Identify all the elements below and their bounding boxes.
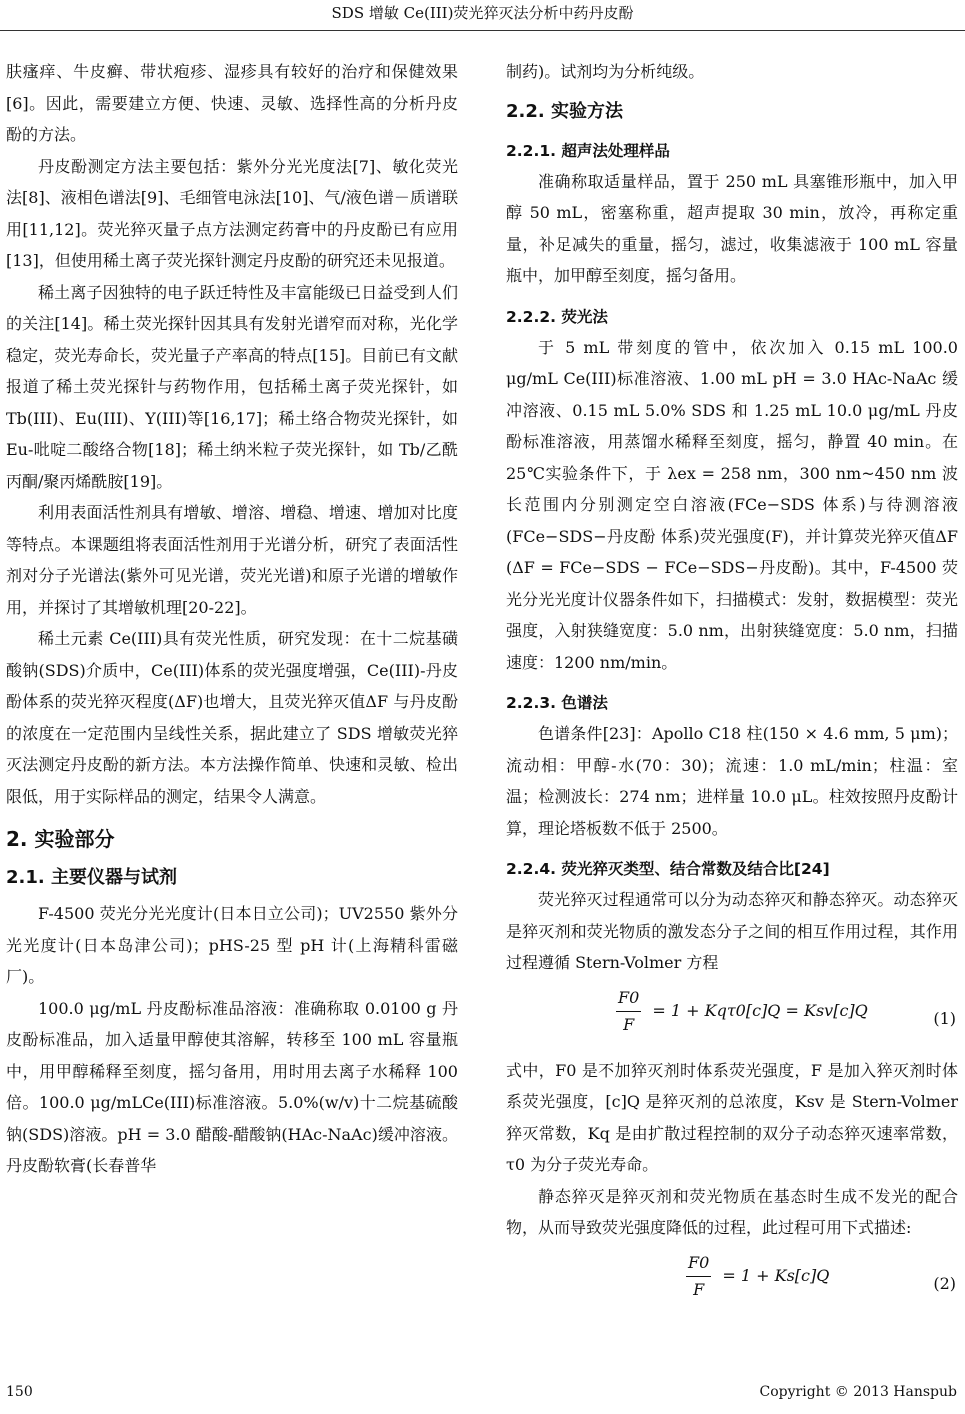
paragraph: 肤瘙痒、牛皮癣、带状疱疹、湿疹具有较好的治疗和保健效果[6]。因此，需要建立方便、快速、灵敏、选择性高的分析丹皮酚的方法。 (6, 62, 458, 144)
equation-number: (1) (933, 1008, 956, 1028)
header-title: SDS 增敏 Ce(III)荧光猝灭法分析中药丹皮酚 (331, 4, 634, 22)
paragraph: 准确称取适量样品，置于 250 mL 具塞锥形瓶中，加入甲醇 50 mL，密塞称重，超声提取 30 min，放冷，再称定重量，补足减失的重量，摇匀，滤过，收集滤液于 100 mL 容量瓶中，加甲醇至刻度，摇匀备用。 (506, 171, 958, 285)
paragraph: 100.0 μg/mL 丹皮酚标准品溶液：准确称取 0.0100 g 丹皮酚标准品，加入适量甲醇使其溶解，转移至 100 mL 容量瓶中，用甲醇稀释至刻度，摇匀备用，用时用去离子水稀释 100 倍。100.0 μg/mLCe(III)标准溶液。5.0%(w/v)十二烷基硫酸钠(SDS)溶液。pH = 3.0 醋酸-醋酸钠(HAc-NaAc)缓冲溶液。丹皮酚软膏(长春普华 (6, 998, 458, 1175)
section-heading: 2. 实验部分 (6, 827, 115, 851)
subsection-heading: 2.2. 实验方法 (506, 100, 623, 122)
running-header (0, 0, 965, 31)
subsubsection-heading: 2.2.1. 超声法处理样品 (506, 141, 670, 160)
page-number: 150 (6, 1384, 33, 1400)
paragraph: 制药)。试剂均为分析纯级。 (506, 62, 705, 81)
equation-1 (506, 981, 958, 1053)
equation-rhs: = 1 + Ks[c]Q (722, 1266, 830, 1286)
subsubsection-heading: 2.2.3. 色谱法 (506, 694, 608, 712)
right-column (506, 56, 958, 1320)
paragraph: 荧光猝灭过程通常可以分为动态猝灭和静态猝灭。动态猝灭是猝灭剂和荧光物质的激发态分子之间的相互作用过程，其作用过程遵循 Stern-Volmer 方程 (506, 890, 958, 972)
paragraph: 静态猝灭是猝灭剂和荧光物质在基态时生成不发光的配合物，从而导致荧光强度降低的过程，此过程可用下式描述: (506, 1186, 958, 1237)
paragraph: 稀土元素 Ce(III)具有荧光性质，研究发现：在十二烷基磺酸钠(SDS)介质中，Ce(III)体系的荧光强度增强，Ce(III)-丹皮酚体系的荧光猝灭程度(ΔF)也增大，且荧光猝灭值ΔF 与丹皮酚的浓度在一定范围内呈线性关系，据此建立了 SDS 增敏荧光猝灭法测定丹皮酚的新方法。本方法操作简单、快速和灵敏、检出限低，用于实际样品的测定，结果令人满意。 (6, 629, 458, 806)
left-column (6, 56, 458, 1182)
subsection-heading: 2.1. 主要仪器与试剂 (6, 867, 177, 888)
equation-fraction: $\frac{F0}{F}$ (686, 1250, 711, 1303)
paragraph: 丹皮酚测定方法主要包括：紫外分光光度法[7]、敏化荧光法[8]、液相色谱法[9]、毛细管电泳法[10]、气/液色谱－质谱联用[11,12]。荧光猝灭量子点方法测定药膏中的丹皮酚已有应用[13]，但使用稀土离子荧光探针测定丹皮酚的研究还未见报道。 (6, 156, 458, 270)
paragraph: F-4500 荧光分光光度计(日本日立公司)；UV2550 紫外分光光度计(日本岛津公司)；pHS-25 型 pH 计(上海精科雷磁厂)。 (6, 904, 458, 986)
subsubsection-heading: 2.2.2. 荧光法 (506, 307, 608, 326)
paragraph: 于 5 mL 带刻度的管中，依次加入 0.15 mL 100.0 μg/mL Ce(III)标准溶液、1.00 mL pH = 3.0 HAc-NaAc 缓冲溶液、0.15 mL 5.0% SDS 和 1.25 mL 10.0 μg/mL 丹皮酚标准溶液，用蒸馏水稀释至刻度，摇匀，静置 40 min。在 25℃实验条件下，于 λex = 258 nm，300 nm~450 nm 波长范围内分别测定空白溶液(FCe−SDS 体系)与待测溶液(FCe−SDS−丹皮酚 体系)荧光强度(F)，并计算荧光猝灭值ΔF (ΔF = FCe−SDS − FCe−SDS−丹皮酚)。其中，F-4500 荧光分光光度计仪器条件如下，扫描模式：发射，数据模型：荧光强度，入射狭缝宽度：5.0 nm，出射狭缝宽度：5.0 nm，扫描速度：1200 nm/min。 (506, 337, 958, 672)
paragraph: 式中，F0 是不加猝灭剂时体系荧光强度，F 是加入猝灭剂时体系荧光强度，[c]Q 是猝灭剂的总浓度，Ksv 是 Stern-Volmer 猝灭常数，Kq 是由扩散过程控制的双分子动态猝灭速率常数，τ0 为分子荧光寿命。 (506, 1060, 958, 1174)
paragraph: 利用表面活性剂具有增敏、增溶、增稳、增速、增加对比度等特点。本课题组将表面活性剂用于光谱分析，研究了表面活性剂对分子光谱法(紫外可见光谱，荧光光谱)和原子光谱的增敏作用，并探讨了其增敏机理[20-22]。 (6, 503, 458, 617)
subsubsection-heading: 2.2.4. 荧光猝灭类型、结合常数及结合比[24] (506, 860, 830, 878)
page-footer (0, 1380, 965, 1410)
equation-number: (2) (933, 1273, 956, 1293)
equation-fraction: $\frac{F0}{F}$ (616, 985, 641, 1038)
copyright: Copyright © 2013 Hanspub (759, 1384, 957, 1400)
equation-rhs: = 1 + Kqτ0[c]Q = Ksv[c]Q (652, 1001, 868, 1021)
paragraph: 稀土离子因独特的电子跃迁特性及丰富能级已日益受到人们的关注[14]。稀土荧光探针因其具有发射光谱窄而对称，光化学稳定，荧光寿命长，荧光量子产率高的特点[15]。目前已有文献报道了稀土荧光探针与药物作用，包括稀土离子荧光探针，如 Tb(III)、Eu(III)、Y(III)等[16,17]；稀土络合物荧光探针，如 Eu-吡啶二酸络合物[18]；稀土纳米粒子荧光探针，如 Tb/乙酰丙酮/聚丙烯酰胺[19]。 (6, 282, 458, 491)
paragraph: 色谱条件[23]：Apollo C18 柱(150 × 4.6 mm, 5 μm)；流动相：甲醇-水(70：30)；流速：1.0 mL/min；柱温：室温；检测波长：274 nm；进样量 10.0 μL。柱效按照丹皮酚计算，理论塔板数不低于 2500。 (506, 724, 958, 838)
equation-2 (506, 1246, 958, 1318)
